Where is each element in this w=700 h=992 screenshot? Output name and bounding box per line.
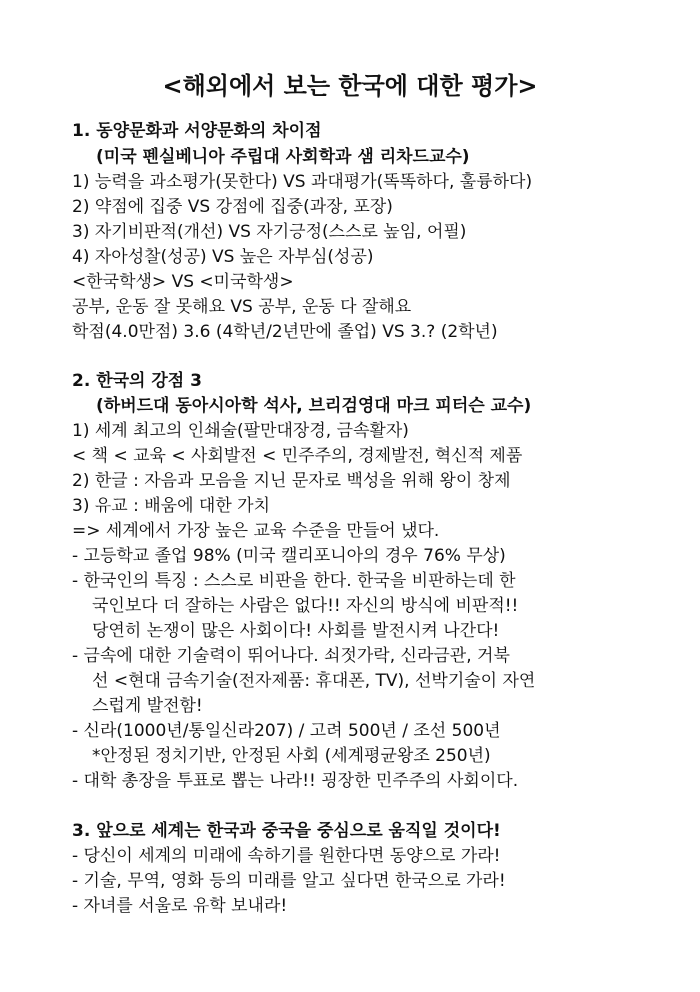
section1-item: <한국학생> VS <미국학생> [72,272,294,292]
section2-item: 선 <현대 금속기술(전자제품: 휴대폰, TV), 선박기술이 자연 [92,671,536,691]
section2-item: 1) 세계 최고의 인쇄술(팔만대장경, 금속활자) [72,421,409,441]
section2-item: 3) 유교 : 배움에 대한 가치 [72,496,270,516]
section2-item: 당연히 논쟁이 많은 사회이다! 사회를 발전시켜 나간다! [92,621,500,641]
section1-item: 3) 자기비판적(개선) VS 자기긍정(스스로 높임, 어필) [72,222,467,242]
section1-item: 2) 약점에 집중 VS 강점에 집중(과장, 포장) [72,197,393,217]
section2-item: - 한국인의 특징 : 스스로 비판을 한다. 한국을 비판하는데 한 [72,571,516,591]
section2-item: *안정된 정치기반, 안정된 사회 (세계평균왕조 250년) [92,746,491,766]
section1-source: (미국 펜실베니아 주립대 사회학과 샘 리차드교수) [96,147,470,167]
section2-item: - 대학 총장을 투표로 뽑는 나라!! 굉장한 민주주의 사회이다. [72,771,519,791]
section2-item: 스럽게 발전함! [92,696,203,716]
section2-item: < 책 < 교육 < 사회발전 < 민주주의, 경제발전, 혁신적 제품 [72,446,523,466]
section2-item: - 신라(1000년/통일신라207) / 고려 500년 / 조선 500년 [72,721,501,741]
section2-source: (하버드대 동아시아학 석사, 브리검영대 마크 피터슨 교수) [96,396,532,416]
section3-item: - 기술, 무역, 영화 등의 미래를 알고 싶다면 한국으로 가라! [72,871,506,891]
section2-item: => 세계에서 가장 높은 교육 수준을 만들어 냈다. [72,521,440,541]
section1-item: 4) 자아성찰(성공) VS 높은 자부심(성공) [72,247,374,267]
section3-item: - 자녀를 서울로 유학 보내라! [72,896,288,916]
page-title: <해외에서 보는 한국에 대한 평가> [162,72,538,100]
section2-item: 국인보다 더 잘하는 사람은 없다!! 자신의 방식에 비판적!! [92,596,519,616]
section1-heading: 1. 동양문화과 서양문화의 차이점 [72,121,322,141]
section2-item: - 금속에 대한 기술력이 뛰어나다. 쇠젓가락, 신라금관, 거북 [72,646,510,666]
section3-item: - 당신이 세계의 미래에 속하기를 원한다면 동양으로 가라! [72,846,501,866]
section1-item: 학점(4.0만점) 3.6 (4학년/2년만에 졸업) VS 3.? (2학년) [72,322,498,342]
section3-heading: 3. 앞으로 세계는 한국과 중국을 중심으로 움직일 것이다! [72,821,501,841]
section2-heading: 2. 한국의 강점 3 [72,371,202,391]
section2-item: 2) 한글 : 자음과 모음을 지닌 문자로 백성을 위해 왕이 창제 [72,471,511,491]
section2-item: - 고등학교 졸업 98% (미국 캘리포니아의 경우 76% 무상) [72,546,506,566]
section1-item: 공부, 운동 잘 못해요 VS 공부, 운동 다 잘해요 [72,297,412,317]
section1-item: 1) 능력을 과소평가(못한다) VS 과대평가(똑똑하다, 훌륭하다) [72,172,533,192]
